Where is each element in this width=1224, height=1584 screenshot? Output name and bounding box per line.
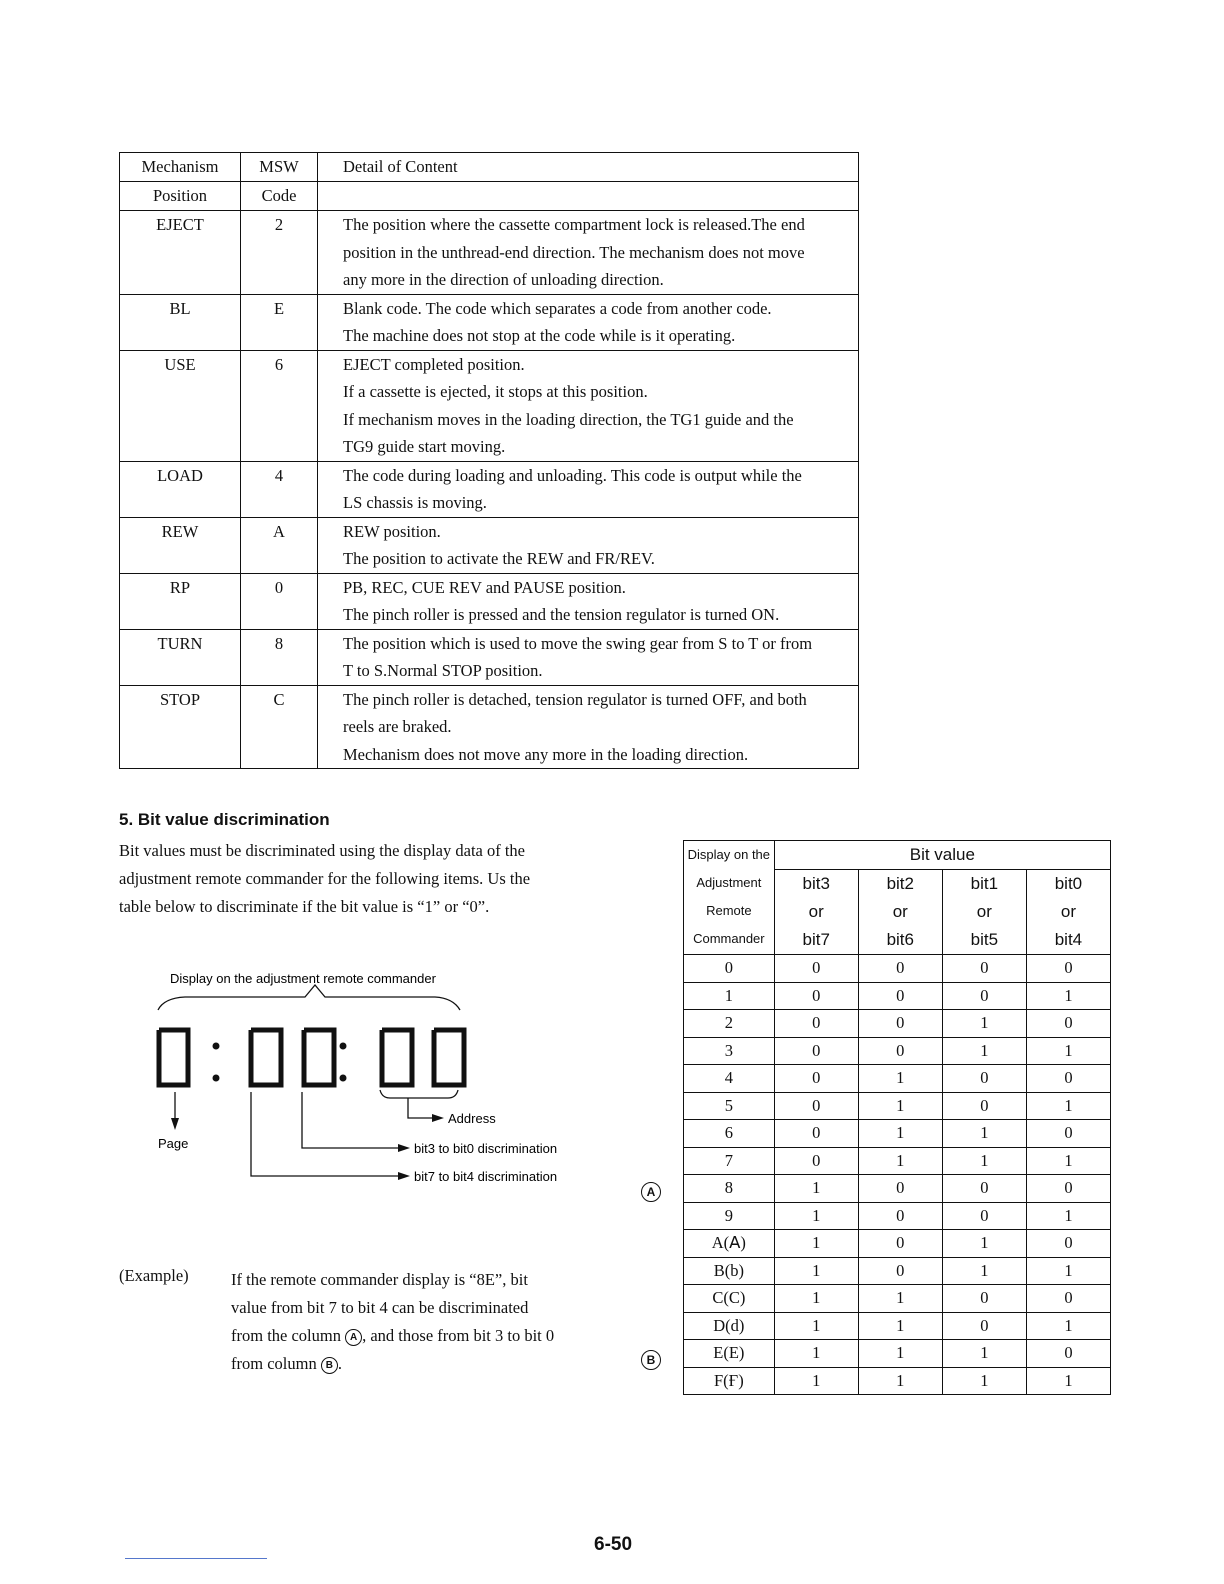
mechanism-row bbox=[120, 573, 859, 629]
display-header bbox=[684, 841, 775, 955]
bit-value: 0 bbox=[1026, 1065, 1110, 1093]
bit-row bbox=[684, 1340, 1111, 1368]
bit-header-line: bit6 bbox=[886, 930, 914, 949]
mechanism-position: EJECT bbox=[120, 211, 241, 295]
bit-value: 1 bbox=[1026, 1037, 1110, 1065]
bit-value: 0 bbox=[774, 982, 858, 1010]
bit-value: 1 bbox=[858, 1340, 942, 1368]
display-value: A(𝖠) bbox=[684, 1230, 775, 1258]
bit-value: 1 bbox=[942, 1340, 1026, 1368]
bit-value: 0 bbox=[942, 1285, 1026, 1313]
bit-column-header bbox=[774, 870, 858, 955]
mechanism-row bbox=[120, 350, 859, 461]
page-number: 6-50 bbox=[594, 1534, 633, 1555]
detail-of-content bbox=[318, 685, 859, 769]
display-value: 6 bbox=[684, 1120, 775, 1148]
section-paragraph bbox=[119, 837, 579, 921]
column-b-marker: B bbox=[321, 1357, 338, 1374]
bit-value: 0 bbox=[858, 1257, 942, 1285]
bit-value: 0 bbox=[1026, 1285, 1110, 1313]
display-value: 2 bbox=[684, 1010, 775, 1038]
bit-row bbox=[684, 1147, 1111, 1175]
bit-value: 1 bbox=[858, 1285, 942, 1313]
detail-line: reels are braked. bbox=[343, 717, 452, 736]
page-label: Page bbox=[158, 1136, 189, 1151]
digit-bit3-0 bbox=[304, 1030, 334, 1085]
bit-row bbox=[684, 1202, 1111, 1230]
bit-header-line: bit2 bbox=[886, 874, 914, 893]
bit-value: 1 bbox=[942, 1147, 1026, 1175]
bit-value: 1 bbox=[858, 1147, 942, 1175]
bit-column-header bbox=[858, 870, 942, 955]
header-position: Position bbox=[120, 182, 241, 211]
bit-value: 0 bbox=[774, 1065, 858, 1093]
paragraph-line: Bit values must be discriminated using the display data of the bbox=[119, 841, 526, 860]
example-line-text: . bbox=[337, 1354, 342, 1373]
example-line bbox=[231, 1350, 611, 1378]
bit-value: 1 bbox=[858, 1065, 942, 1093]
detail-of-content bbox=[318, 517, 859, 573]
digit-address-high bbox=[382, 1030, 412, 1085]
bit-value: 0 bbox=[942, 1202, 1026, 1230]
footer-rule bbox=[125, 1558, 267, 1559]
bit-value: 1 bbox=[1026, 1147, 1110, 1175]
bit-value: 0 bbox=[942, 1312, 1026, 1340]
msw-code: A bbox=[241, 517, 318, 573]
display-header-line: Remote bbox=[706, 903, 752, 918]
bit-row bbox=[684, 1367, 1111, 1395]
mechanism-position: REW bbox=[120, 517, 241, 573]
bit-row bbox=[684, 1312, 1111, 1340]
detail-line: T to S.Normal STOP position. bbox=[343, 661, 543, 680]
display-value: F(Ғ) bbox=[684, 1367, 775, 1395]
bit-value: 1 bbox=[858, 1120, 942, 1148]
detail-line: The pinch roller is pressed and the tension regulator is turned ON. bbox=[343, 605, 780, 624]
display-diagram bbox=[140, 960, 600, 1190]
page-arrow-icon bbox=[171, 1118, 179, 1130]
bit-header-line: or bbox=[808, 902, 824, 921]
bit-value: 0 bbox=[858, 1202, 942, 1230]
msw-code: E bbox=[241, 294, 318, 350]
mechanism-row bbox=[120, 294, 859, 350]
digit-bit7-4 bbox=[251, 1030, 281, 1085]
detail-of-content bbox=[318, 461, 859, 517]
display-header-line: Adjustment bbox=[696, 875, 762, 890]
digit-page bbox=[159, 1030, 188, 1085]
bit-value: 0 bbox=[774, 1120, 858, 1148]
bit-value: 1 bbox=[774, 1175, 858, 1203]
mechanism-position: RP bbox=[120, 573, 241, 629]
bit-row bbox=[684, 1120, 1111, 1148]
detail-of-content bbox=[318, 294, 859, 350]
bit-value: 0 bbox=[942, 1175, 1026, 1203]
mechanism-position-table bbox=[119, 152, 859, 769]
detail-line: The position which is used to move the swing gear from S to T or from bbox=[343, 633, 813, 653]
bit-value: 0 bbox=[858, 982, 942, 1010]
example-line: value from bit 7 to bit 4 can be discriminated bbox=[231, 1298, 529, 1317]
detail-line: If a cassette is ejected, it stops at this position. bbox=[343, 382, 648, 401]
column-a-marker: A bbox=[345, 1329, 362, 1346]
address-brace bbox=[380, 1090, 458, 1098]
example-line-text: from column bbox=[231, 1354, 321, 1373]
example-line: If the remote commander display is “8E”, bit bbox=[231, 1270, 528, 1289]
mechanism-position: TURN bbox=[120, 629, 241, 685]
display-value: 7 bbox=[684, 1147, 775, 1175]
detail-line: Blank code. The code which separates a code from another code. bbox=[343, 298, 772, 318]
bit-value: 1 bbox=[942, 1120, 1026, 1148]
bit-value: 1 bbox=[858, 1312, 942, 1340]
bit-value: 1 bbox=[1026, 1367, 1110, 1395]
header-detail: Detail of Content bbox=[318, 153, 859, 182]
paragraph-line: table below to discriminate if the bit value is “1” or “0”. bbox=[119, 897, 490, 916]
example-line-text: , and those from bit 3 to bit 0 bbox=[362, 1326, 555, 1345]
mechanism-row bbox=[120, 517, 859, 573]
bit-header-line: bit3 bbox=[802, 874, 830, 893]
display-value: B(b) bbox=[684, 1257, 775, 1285]
mechanism-position: LOAD bbox=[120, 461, 241, 517]
detail-of-content bbox=[318, 211, 859, 295]
bit-value: 1 bbox=[774, 1202, 858, 1230]
bit-value-table bbox=[683, 840, 1111, 1395]
bit-row bbox=[684, 1065, 1111, 1093]
display-value: 0 bbox=[684, 955, 775, 983]
display-value: D(d) bbox=[684, 1312, 775, 1340]
detail-line: PB, REC, CUE REV and PAUSE position. bbox=[343, 577, 626, 597]
example-line bbox=[231, 1322, 611, 1350]
bit-value: 0 bbox=[942, 1092, 1026, 1120]
bit-value: 0 bbox=[1026, 1175, 1110, 1203]
msw-code: 4 bbox=[241, 461, 318, 517]
bit-value: 1 bbox=[942, 1037, 1026, 1065]
display-header-line: Display on the bbox=[687, 847, 771, 862]
detail-line: The machine does not stop at the code while is it operating. bbox=[343, 326, 736, 345]
display-caption: Display on the adjustment remote commander bbox=[170, 971, 436, 986]
bit-row bbox=[684, 982, 1111, 1010]
header-mechanism: Mechanism bbox=[120, 153, 241, 182]
detail-line: The pinch roller is detached, tension regulator is turned OFF, and both bbox=[343, 689, 807, 709]
detail-line: LS chassis is moving. bbox=[343, 493, 487, 512]
bit-value: 1 bbox=[1026, 1202, 1110, 1230]
bit-value: 0 bbox=[858, 1230, 942, 1258]
detail-of-content bbox=[318, 350, 859, 461]
bit-value: 0 bbox=[1026, 1120, 1110, 1148]
example-text bbox=[231, 1266, 611, 1378]
bit-value: 1 bbox=[774, 1340, 858, 1368]
display-header-line: Commander bbox=[693, 931, 765, 946]
mechanism-row bbox=[120, 629, 859, 685]
bit-value: 0 bbox=[942, 982, 1026, 1010]
mechanism-row bbox=[120, 211, 859, 295]
bit-value: 1 bbox=[942, 1010, 1026, 1038]
msw-code: 0 bbox=[241, 573, 318, 629]
example-line-text: from the column bbox=[231, 1326, 346, 1345]
bit-row bbox=[684, 955, 1111, 983]
display-value: 9 bbox=[684, 1202, 775, 1230]
bit-value: 1 bbox=[1026, 982, 1110, 1010]
mechanism-row bbox=[120, 685, 859, 769]
display-value: E(Е) bbox=[684, 1340, 775, 1368]
detail-line: The position to activate the REW and FR/REV. bbox=[343, 549, 655, 568]
display-value: 8 bbox=[684, 1175, 775, 1203]
mechanism-position: BL bbox=[120, 294, 241, 350]
bit-header-line: or bbox=[1060, 902, 1076, 921]
detail-line: TG9 guide start moving. bbox=[343, 437, 506, 456]
bit7-4-arrow-icon bbox=[398, 1172, 410, 1180]
bit-row bbox=[684, 1257, 1111, 1285]
bit-value: 1 bbox=[942, 1367, 1026, 1395]
bit-value: 0 bbox=[774, 1092, 858, 1120]
bit-value: 0 bbox=[1026, 955, 1110, 983]
bit3-0-line bbox=[302, 1092, 398, 1148]
detail-line: any more in the direction of unloading direction. bbox=[343, 270, 664, 289]
bit-value: 0 bbox=[1026, 1010, 1110, 1038]
bit-value: 0 bbox=[774, 1037, 858, 1065]
bit-value: 0 bbox=[774, 955, 858, 983]
paragraph-line: adjustment remote commander for the following items. Us the bbox=[119, 869, 531, 888]
bit-value: 1 bbox=[774, 1367, 858, 1395]
bit-value: 1 bbox=[1026, 1257, 1110, 1285]
detail-line: Mechanism does not move any more in the loading direction. bbox=[343, 744, 749, 764]
mechanism-position: STOP bbox=[120, 685, 241, 769]
bit-row bbox=[684, 1092, 1111, 1120]
bit-row bbox=[684, 1175, 1111, 1203]
bit-column-header bbox=[1026, 870, 1110, 955]
seven-segment-display bbox=[159, 1030, 464, 1085]
column-b-marker: B bbox=[641, 1350, 661, 1370]
bit-value: 0 bbox=[858, 1037, 942, 1065]
detail-line: The position where the cassette compartment lock is released.The end bbox=[343, 215, 805, 234]
bit-value: 0 bbox=[1026, 1340, 1110, 1368]
header-code: Code bbox=[241, 182, 318, 211]
bit-value: 1 bbox=[774, 1257, 858, 1285]
msw-code: 8 bbox=[241, 629, 318, 685]
bit-value: 1 bbox=[858, 1092, 942, 1120]
detail-line: REW position. bbox=[343, 521, 441, 541]
address-line bbox=[408, 1098, 432, 1118]
bit-header-line: bit4 bbox=[1054, 930, 1083, 949]
bit-value-header: Bit value bbox=[774, 841, 1110, 870]
bit-value: 1 bbox=[1026, 1312, 1110, 1340]
detail-line: The code during loading and unloading. This code is output while the bbox=[343, 465, 802, 485]
bit-value: 1 bbox=[942, 1230, 1026, 1258]
detail-of-content bbox=[318, 573, 859, 629]
bit-value: 0 bbox=[858, 1175, 942, 1203]
display-value: 4 bbox=[684, 1065, 775, 1093]
bit-header-line: or bbox=[892, 902, 908, 921]
bit3-0-label: bit3 to bit0 discrimination bbox=[414, 1141, 558, 1156]
detail-line: EJECT completed position. bbox=[343, 354, 525, 374]
bit-header-line: bit0 bbox=[1054, 874, 1083, 893]
detail-line: position in the unthread-end direction. The mechanism does not move bbox=[343, 242, 805, 262]
mechanism-row bbox=[120, 461, 859, 517]
bit-value: 1 bbox=[774, 1312, 858, 1340]
bit-row bbox=[684, 1037, 1111, 1065]
detail-of-content bbox=[318, 629, 859, 685]
bit-header-line: bit7 bbox=[802, 930, 830, 949]
bit-value: 0 bbox=[774, 1147, 858, 1175]
bit7-4-line bbox=[251, 1092, 398, 1176]
bit-value: 1 bbox=[774, 1285, 858, 1313]
bit-value: 0 bbox=[942, 1065, 1026, 1093]
bit-value: 0 bbox=[858, 1010, 942, 1038]
section-title: 5. Bit value discrimination bbox=[119, 810, 330, 829]
bit-header-line: bit1 bbox=[970, 874, 999, 893]
bit-value: 1 bbox=[858, 1367, 942, 1395]
display-value: C(С) bbox=[684, 1285, 775, 1313]
display-value: 5 bbox=[684, 1092, 775, 1120]
bit-value: 1 bbox=[942, 1257, 1026, 1285]
msw-code: 2 bbox=[241, 211, 318, 295]
bit-value: 0 bbox=[942, 955, 1026, 983]
bit-value: 0 bbox=[858, 955, 942, 983]
header-detail-blank bbox=[318, 182, 859, 211]
bit-row bbox=[684, 1230, 1111, 1258]
display-value: 3 bbox=[684, 1037, 775, 1065]
bit7-4-label: bit7 to bit4 discrimination bbox=[414, 1169, 558, 1184]
column-a-marker: A bbox=[641, 1182, 661, 1202]
bit-row bbox=[684, 1285, 1111, 1313]
msw-code: C bbox=[241, 685, 318, 769]
display-brace bbox=[158, 985, 460, 1010]
msw-code: 6 bbox=[241, 350, 318, 461]
bit-row bbox=[684, 1010, 1111, 1038]
display-value: 1 bbox=[684, 982, 775, 1010]
bit-header-line: bit5 bbox=[970, 930, 999, 949]
mechanism-position: USE bbox=[120, 350, 241, 461]
address-arrow-icon bbox=[432, 1114, 444, 1122]
bit-value: 0 bbox=[1026, 1230, 1110, 1258]
bit3-0-arrow-icon bbox=[398, 1144, 410, 1152]
bit-value: 1 bbox=[1026, 1092, 1110, 1120]
detail-line: If mechanism moves in the loading direction, the TG1 guide and the bbox=[343, 409, 794, 429]
address-label: Address bbox=[448, 1111, 496, 1126]
bit-value: 0 bbox=[774, 1010, 858, 1038]
example-label: (Example) bbox=[119, 1266, 189, 1285]
header-msw: MSW bbox=[241, 153, 318, 182]
digit-address-low bbox=[434, 1030, 464, 1085]
bit-header-line: or bbox=[976, 902, 992, 921]
bit-column-header bbox=[942, 870, 1026, 955]
bit-value: 1 bbox=[774, 1230, 858, 1258]
